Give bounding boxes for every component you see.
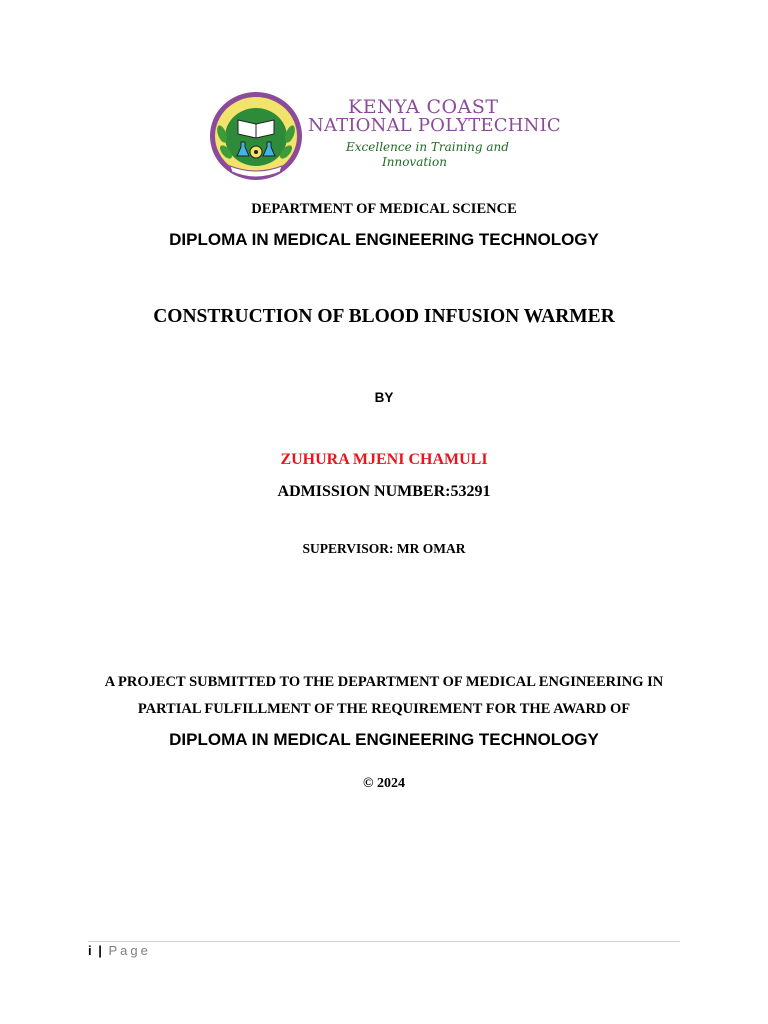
- footer-divider: [88, 941, 680, 942]
- diploma-award: DIPLOMA IN MEDICAL ENGINEERING TECHNOLOGY: [169, 730, 599, 749]
- footer-separator: |: [98, 943, 102, 958]
- project-title: CONSTRUCTION OF BLOOD INFUSION WARMER: [153, 306, 615, 327]
- page-footer: [88, 943, 151, 958]
- by-label: BY: [374, 390, 394, 405]
- institution-name-line1: KENYA COAST: [348, 96, 499, 118]
- diploma-heading: DIPLOMA IN MEDICAL ENGINEERING TECHNOLOGY: [169, 230, 599, 249]
- institution-motto-line2: Innovation: [382, 155, 447, 169]
- institution-motto-line1: Excellence in Training and: [346, 140, 509, 154]
- admission-number: ADMISSION NUMBER:53291: [277, 483, 491, 500]
- page-number: i: [88, 943, 92, 958]
- supervisor-name: SUPERVISOR: MR OMAR: [302, 541, 466, 556]
- author-name: ZUHURA MJENI CHAMULI: [280, 451, 488, 468]
- institution-name-line2: NATIONAL POLYTECHNIC: [308, 115, 561, 136]
- submission-statement-line1: A PROJECT SUBMITTED TO THE DEPARTMENT OF MEDICAL ENGINEERING IN: [104, 674, 664, 690]
- polytechnic-seal-icon: [208, 90, 304, 182]
- copyright-year: © 2024: [363, 776, 405, 791]
- page-label: Page: [108, 943, 151, 958]
- department-heading: DEPARTMENT OF MEDICAL SCIENCE: [251, 201, 517, 217]
- submission-statement-line2: PARTIAL FULFILLMENT OF THE REQUIREMENT FOR THE AWARD OF: [137, 701, 631, 717]
- institution-logo: [208, 90, 561, 185]
